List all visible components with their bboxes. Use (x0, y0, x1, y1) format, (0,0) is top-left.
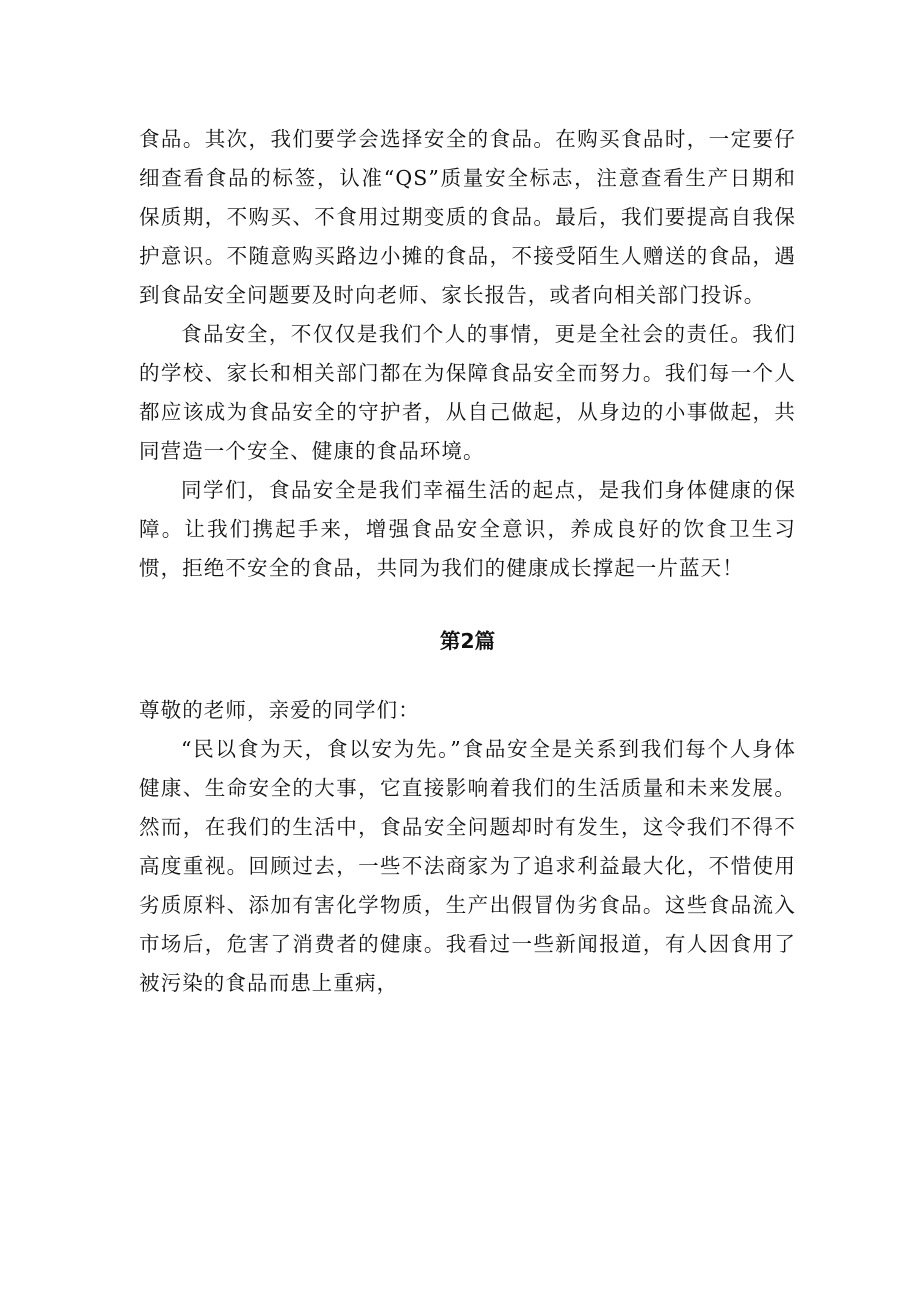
section-heading: 第2篇 (439, 629, 496, 653)
paragraph-opening-quote: “民以食为天，食以安为先。”食品安全是关系到我们每个人身体健康、生命安全的大事，它直接影响着我们的生活质量和未来发展。然而，在我们的生活中，食品安全问题却时有发生，这令我们不得不高度重视。回顾过去，一些不法商家为了追求利益最大化，不惜使用劣质原料、添加有害化学物质，生产出假冒伪劣食品。这些食品流入市场后，危害了消费者的健康。我看过一些新闻报道，有人因食用了被污染的食品而患上重病， (139, 737, 796, 995)
section-2-body (139, 691, 796, 1003)
paragraph-closing-appeal: 同学们，食品安全是我们幸福生活的起点，是我们身体健康的保障。让我们携起手来，增强食品安全意识，养成良好的饮食卫生习惯，拒绝不安全的食品，共同为我们的健康成长撑起一片蓝天！ (139, 478, 796, 580)
document-body (139, 120, 796, 1003)
paragraph-social-responsibility: 食品安全，不仅仅是我们个人的事情，更是全社会的责任。我们的学校、家长和相关部门都在为保障食品安全而努力。我们每一个人都应该成为食品安全的守护者，从自己做起，从身边的小事做起，共同营造一个安全、健康的食品环境。 (139, 322, 796, 463)
greeting-line: 尊敬的老师，亲爱的同学们： (139, 698, 420, 722)
paragraph-continued: 食品。其次，我们要学会选择安全的食品。在购买食品时，一定要仔细查看食品的标签，认准“QS”质量安全标志，注意查看生产日期和保质期，不购买、不食用过期变质的食品。最后，我们要提高自我保护意识。不随意购买路边小摊的食品，不接受陌生人赠送的食品，遇到食品安全问题要及时向老师、家长报告，或者向相关部门投诉。 (139, 127, 796, 307)
